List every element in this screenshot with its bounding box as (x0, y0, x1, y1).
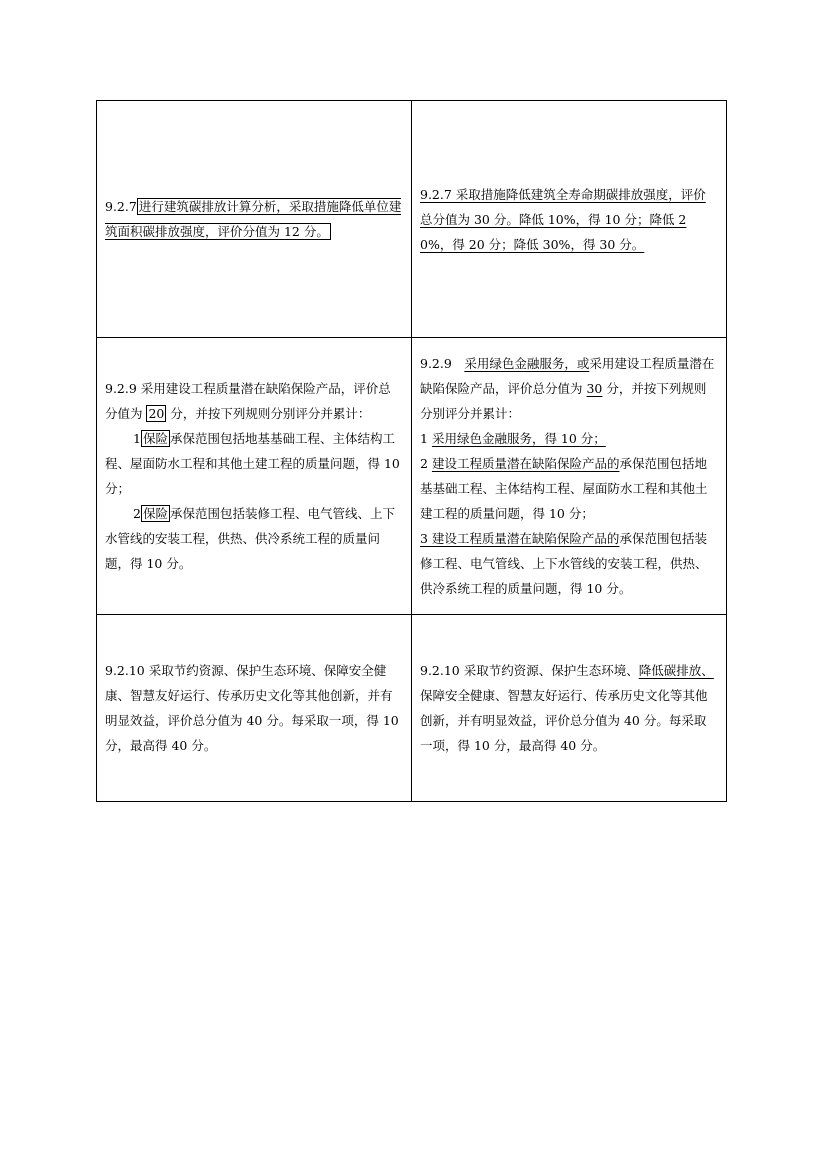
original-clause-cell (97, 615, 412, 802)
clause-item-3 (420, 526, 718, 601)
item-number: 2 (420, 456, 432, 471)
clause-text: 9.2.10 采取节约资源、保护生态环境、保障安全健康、智慧友好运行、传承历史文化等其他创新，并有明显效益，评价总分值为 40 分。每采取一项，得 10 分，最高得 40 分。 (105, 663, 399, 753)
intro-text: 9.2.9 采用建设工程质量潜在缺陷保险产品，评价总分值为 (105, 381, 391, 421)
intro-text-end: 分，并按下列规则分别评分并累计： (166, 406, 371, 421)
boxed-term: 保险 (142, 506, 168, 521)
item-text: 承保范围包括地基基础工程、主体结构工程、屋面防水工程和其他土建工程的质量问题，得 10 分； (105, 431, 400, 496)
table-row (97, 101, 727, 338)
item-number: 1 (133, 431, 141, 446)
item-text: 承保范围包括装修工程、电气管线、上下水管线的安装工程，供热、供冷系统工程的质量问题，得 10 分。 (105, 506, 395, 571)
item-number: 2 (133, 506, 141, 521)
table-row (97, 338, 727, 615)
table-row (97, 615, 727, 802)
underlined-addition: 采用绿色金融服务，或 (464, 356, 590, 371)
clause-item-2 (420, 451, 718, 526)
revised-clause-cell (412, 101, 727, 338)
underlined-addition: 3 建设工程质量潜在缺陷保险产品的 (420, 531, 620, 546)
original-clause-cell (97, 338, 412, 615)
underlined-score: 30 (586, 381, 603, 396)
intro-text: 采用建设工程质量潜在缺陷保险产品，评价总分值为 (420, 356, 715, 396)
item-text: 承保范围包括装修工程、电气管线、上下水管线的安装工程，供热、供冷系统工程的质量问题，得 10 分。 (420, 531, 708, 596)
underlined-addition: 采用绿色金融服务，得 10 分； (431, 431, 606, 446)
clause-text: 9.2.10 采取节约资源、保护生态环境、 (420, 663, 639, 678)
clause-item-1 (105, 426, 403, 501)
clause-intro (420, 351, 718, 426)
clause-item-2 (105, 501, 403, 576)
intro-text-end: 分，并按下列规则分别评分并累计： (420, 381, 707, 421)
revised-clause-cell (412, 338, 727, 615)
clause-item-1 (420, 426, 718, 451)
revised-clause-cell (412, 615, 727, 802)
boxed-score: 20 (148, 406, 165, 421)
clause-intro (105, 376, 403, 426)
clause-text-end: 保障安全健康、智慧友好运行、传承历史文化等其他创新，并有明显效益，评价总分值为 40 分。每采取一项，得 10 分，最高得 40 分。 (420, 688, 708, 753)
underlined-addition: 建设工程质量潜在缺陷保险产品的 (431, 456, 620, 471)
item-number: 1 (420, 431, 432, 446)
clause-number: 9.2.7 (105, 199, 137, 214)
comparison-table (96, 100, 727, 802)
intro-number: 9.2.9 (420, 356, 465, 371)
revised-text: 9.2.7 采取措施降低建筑全寿命期碳排放强度，评价总分值为 30 分。降低 10%，得 10 分；降低 20%，得 20 分；降低 30%，得 30 分。 (420, 186, 706, 252)
boxed-term: 保险 (142, 431, 168, 446)
original-clause-cell (97, 101, 412, 338)
underlined-addition: 降低碳排放、 (638, 663, 714, 678)
boxed-revision: 进行建筑碳排放计算分析，采取措施降低单位建筑面积碳排放强度，评价分值为 12 分。 (105, 199, 402, 239)
item-text: 承保范围包括地基基础工程、主体结构工程、屋面防水工程和其他土建工程的质量问题，得 10 分； (420, 456, 708, 521)
